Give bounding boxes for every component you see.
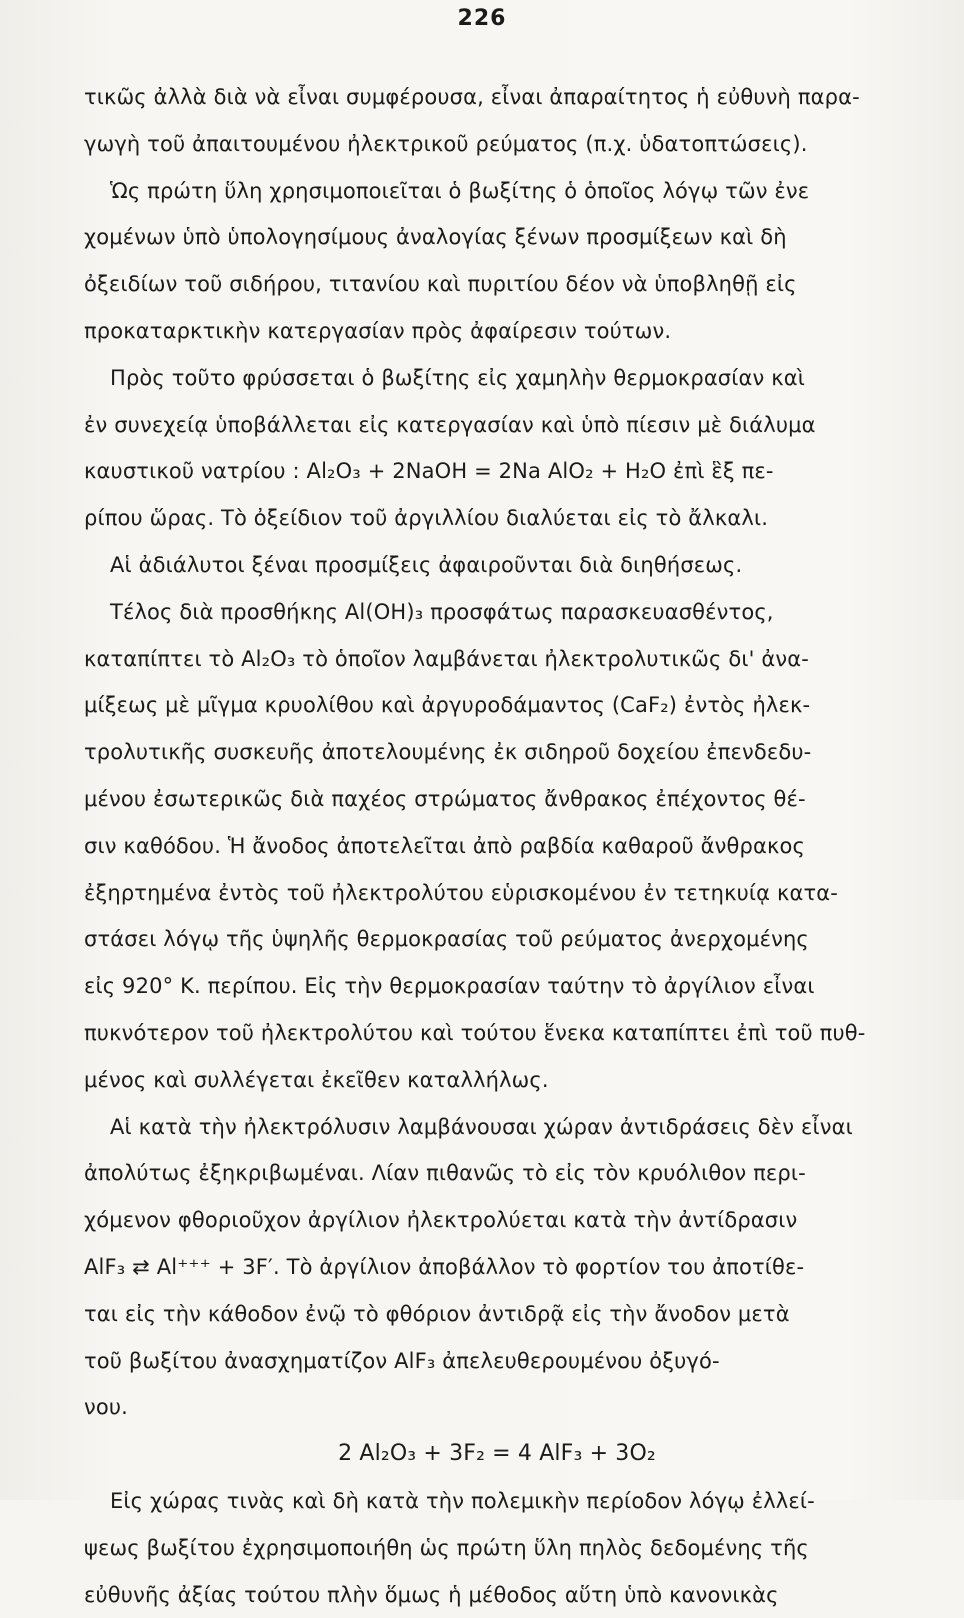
text-line: ὀξειδίων τοῦ σιδήρου, τιτανίου καὶ πυριτίου δέον νὰ ὑποβληθῇ εἰς [84,261,910,308]
text-line: Τέλος διὰ προσθήκης Al(OH)₃ προσφάτως παρασκευασθέντος, [84,589,910,636]
text-line: AlF₃ ⇄ Al⁺⁺⁺ + 3F′. Τὸ ἀργίλιον ἀποβάλλον τὸ φορτίον του ἀποτίθε- [84,1244,910,1291]
text-line: πυκνότερον τοῦ ἠλεκτρολύτου καὶ τούτου ἕνεκα καταπίπτει ἐπὶ τοῦ πυθ- [84,1010,910,1057]
text-line: προκαταρκτικὴν κατεργασίαν πρὸς ἀφαίρεσιν τούτων. [84,308,910,355]
text-line: ἐν συνεχείᾳ ὑποβάλλεται εἰς κατεργασίαν καὶ ὑπὸ πίεσιν μὲ διάλυμα [84,402,910,449]
text-line: τοῦ βωξίτου ἀνασχηματίζον AlF₃ ἀπελευθερουμένου ὀξυγό- [84,1338,910,1385]
text-line: εὐθυνῆς ἀξίας τούτου πλὴν ὅμως ἡ μέθοδος αὕτη ὑπὸ κανονικὰς [84,1572,910,1618]
page-number: 226 [0,6,964,31]
text-line: τρολυτικῆς συσκευῆς ἀποτελουμένης ἐκ σιδηροῦ δοχείου ἐπενδεδυ- [84,729,910,776]
text-line: τικῶς ἀλλὰ διὰ νὰ εἶναι συμφέρουσα, εἶναι ἀπαραίτητος ἡ εὐθυνὴ παρα- [84,74,910,121]
text-line: μίξεως μὲ μῖγμα κρυολίθου καὶ ἀργυροδάμαντος (CaF₂) ἐντὸς ἠλεκ- [84,682,910,729]
text-line: Αἱ κατὰ τὴν ἠλεκτρόλυσιν λαμβάνουσαι χώραν ἀντιδράσεις δὲν εἶναι [84,1104,910,1151]
text-line: ἀπολύτως ἐξηκριβωμέναι. Λίαν πιθανῶς τὸ εἰς τὸν κρυόλιθον περι- [84,1150,910,1197]
text-line: ψεως βωξίτου ἐχρησιμοποιήθη ὡς πρώτη ὕλη πηλὸς δεδομένης τῆς [84,1525,910,1572]
text-line: ται εἰς τὴν κάθοδον ἐνῷ τὸ φθόριον ἀντιδρᾷ εἰς τὴν ἄνοδον μετὰ [84,1291,910,1338]
text-line: νου. [84,1384,910,1431]
text-line: καταπίπτει τὸ Al₂O₃ τὸ ὁποῖον λαμβάνεται ἠλεκτρολυτικῶς δι' ἀνα- [84,636,910,683]
text-line: καυστικοῦ νατρίου : Al₂O₃ + 2NaOH = 2Na AlO₂ + H₂O ἐπὶ ἓξ πε- [84,448,910,495]
text-line: χόμενον φθοριοῦχον ἀργίλιον ἠλεκτρολύεται κατὰ τὴν ἀντίδρασιν [84,1197,910,1244]
text-line: Εἰς χώρας τινὰς καὶ δὴ κατὰ τὴν πολεμικὴν περίοδον λόγῳ ἐλλεί- [84,1478,910,1525]
text-body [84,74,910,1618]
chemical-equation: 2 Al₂O₃ + 3F₂ = 4 AlF₃ + 3O₂ [84,1431,910,1478]
text-line: ρίπου ὥρας. Τὸ ὀξείδιον τοῦ ἀργιλλίου διαλύεται εἰς τὸ ἄλκαλι. [84,495,910,542]
text-line: χομένων ὑπὸ ὑπολογησίμους ἀναλογίας ξένων προσμίξεων καὶ δὴ [84,214,910,261]
text-line: στάσει λόγῳ τῆς ὑψηλῆς θερμοκρασίας τοῦ ρεύματος ἀνερχομένης [84,916,910,963]
text-line: σιν καθόδου. Ἡ ἄνοδος ἀποτελεῖται ἀπὸ ραβδία καθαροῦ ἄνθρακος [84,823,910,870]
text-line: ἐξηρτημένα ἐντὸς τοῦ ἠλεκτρολύτου εὑρισκομένου ἐν τετηκυίᾳ κατα- [84,870,910,917]
text-line: γωγὴ τοῦ ἀπαιτουμένου ἠλεκτρικοῦ ρεύματος (π.χ. ὑδατοπτώσεις). [84,121,910,168]
text-line: Αἱ ἀδιάλυτοι ξέναι προσμίξεις ἀφαιροῦνται διὰ διηθήσεως. [84,542,910,589]
text-line: εἰς 920° K. περίπου. Εἰς τὴν θερμοκρασίαν ταύτην τὸ ἀργίλιον εἶναι [84,963,910,1010]
text-line: μένου ἐσωτερικῶς διὰ παχέος στρώματος ἄνθρακος ἐπέχοντος θέ- [84,776,910,823]
text-line: Ὡς πρώτη ὕλη χρησιμοποιεῖται ὁ βωξίτης ὁ ὁποῖος λόγῳ τῶν ἐνε [84,168,910,215]
text-line: μένος καὶ συλλέγεται ἐκεῖθεν καταλλήλως. [84,1057,910,1104]
text-line: Πρὸς τοῦτο φρύσσεται ὁ βωξίτης εἰς χαμηλὴν θερμοκρασίαν καὶ [84,355,910,402]
